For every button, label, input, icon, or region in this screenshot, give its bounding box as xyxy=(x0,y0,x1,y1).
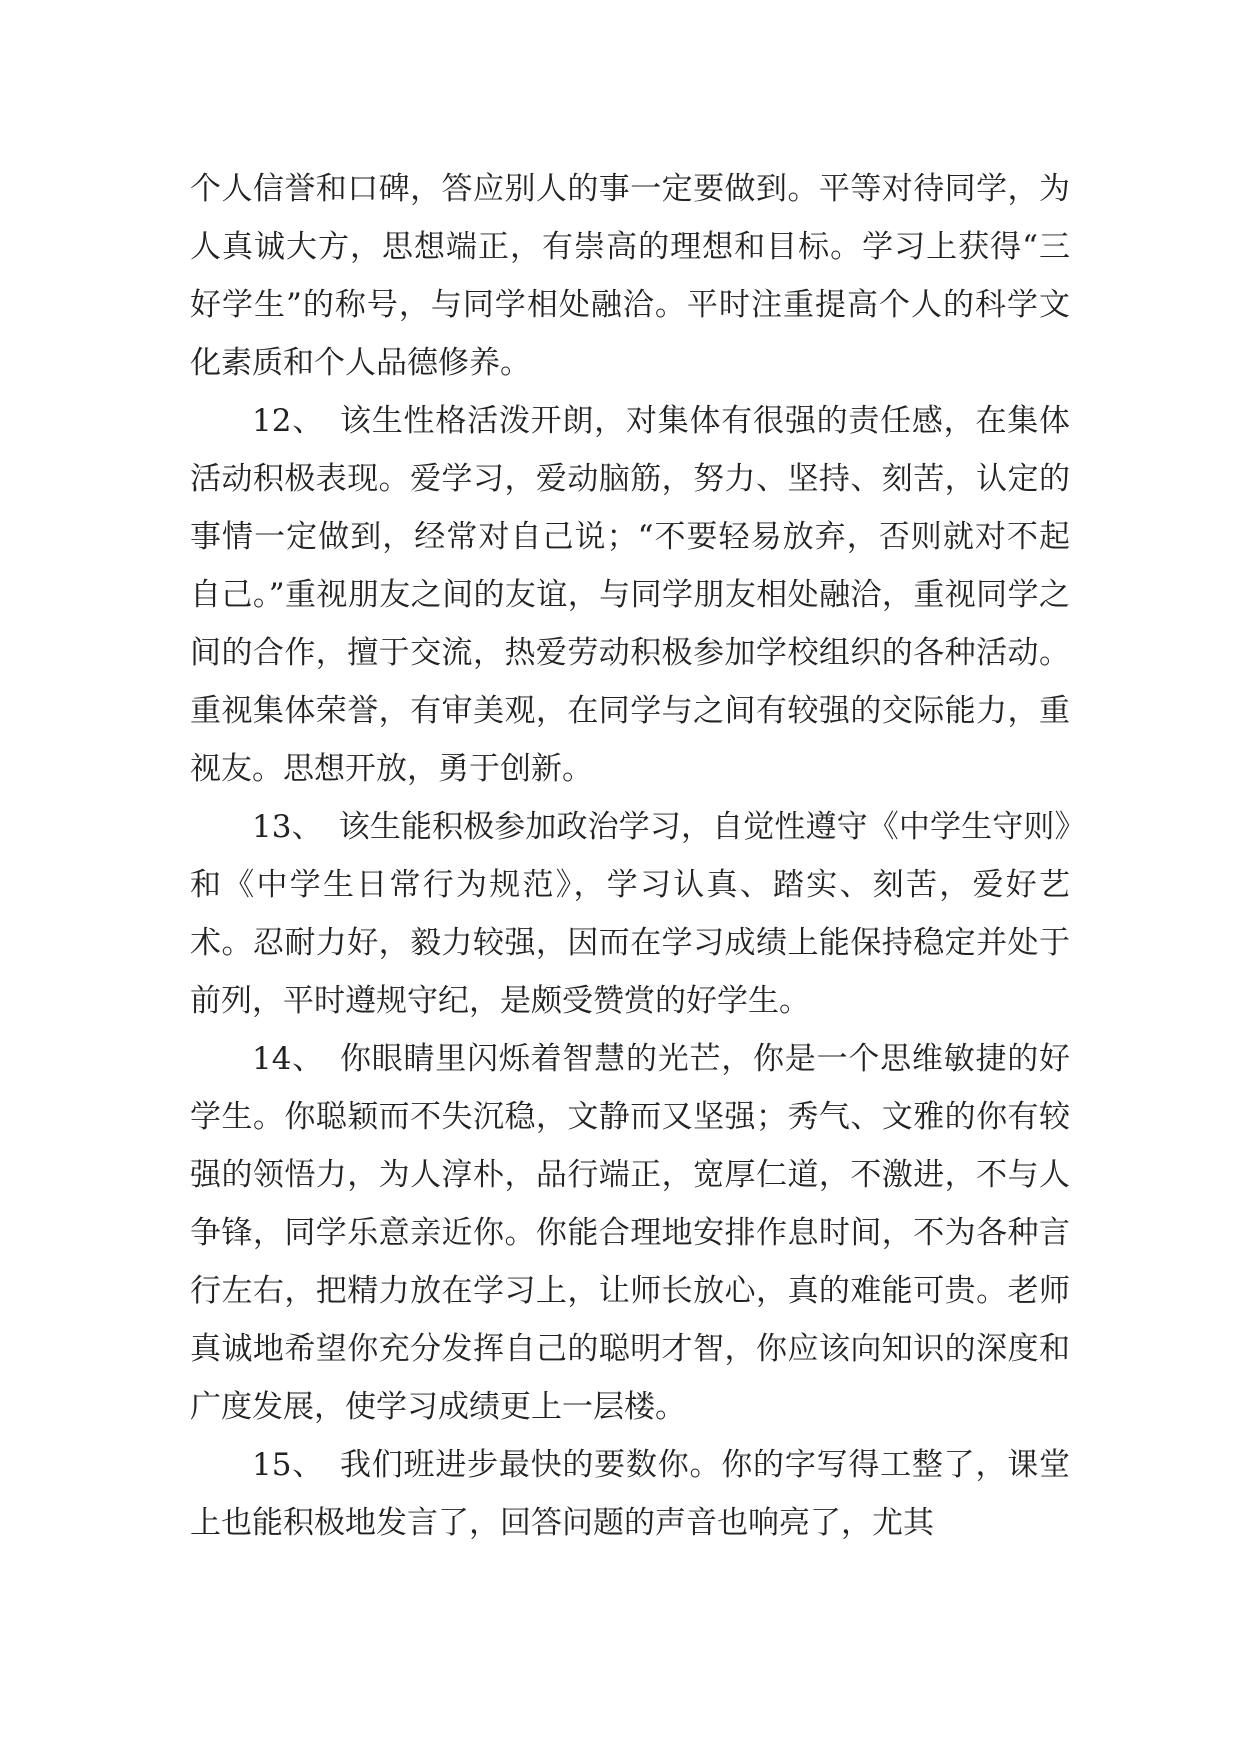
paragraph-15 xyxy=(190,1436,1070,1552)
paragraph-13 xyxy=(190,798,1070,1030)
paragraph-number: 13、 xyxy=(252,809,323,845)
paragraph-text: 我们班进步最快的要数你。你的字写得工整了，课堂上也能积极地发言了，回答问题的声音也响亮了，尤其 xyxy=(190,1447,1070,1541)
paragraph-continued xyxy=(190,160,1070,392)
paragraph-number: 14、 xyxy=(252,1041,324,1077)
paragraph-text: 个人信誉和口碑，答应别人的事一定要做到。平等对待同学，为人真诚大方，思想端正，有崇高的理想和目标。学习上获得“三好学生”的称号，与同学相处融洽。平时注重提高个人的科学文化素质和个人品德修养。 xyxy=(190,171,1070,381)
paragraph-text: 你眼睛里闪烁着智慧的光芒，你是一个思维敏捷的好学生。你聪颖而不失沉稳，文静而又坚强；秀气、文雅的你有较强的领悟力，为人淳朴，品行端正，宽厚仁道，不激进，不与人争锋，同学乐意亲近你。你能合理地安排作息时间，不为各种言行左右，把精力放在学习上，让师长放心，真的难能可贵。老师真诚地希望你充分发挥自己的聪明才智，你应该向知识的深度和广度发展，使学习成绩更上一层楼。 xyxy=(190,1041,1070,1425)
paragraph-number: 15、 xyxy=(252,1447,324,1483)
document-body xyxy=(190,160,1070,1552)
paragraph-number: 12、 xyxy=(252,403,324,439)
paragraph-text: 该生性格活泼开朗，对集体有很强的责任感，在集体活动积极表现。爱学习，爱动脑筋，努力、坚持、刻苦，认定的事情一定做到，经常对自己说；“不要轻易放弃，否则就对不起自己。”重视朋友之间的友谊，与同学朋友相处融洽，重视同学之间的合作，擅于交流，热爱劳动积极参加学校组织的各种活动。重视集体荣誉，有审美观，在同学与之间有较强的交际能力，重视友。思想开放，勇于创新。 xyxy=(190,403,1070,787)
paragraph-text: 该生能积极参加政治学习，自觉性遵守《中学生守则》和《中学生日常行为规范》，学习认真、踏实、刻苦，爱好艺术。忍耐力好，毅力较强，因而在学习成绩上能保持稳定并处于前列，平时遵规守纪，是颇受赞赏的好学生。 xyxy=(190,809,1071,1019)
paragraph-12 xyxy=(190,392,1070,798)
paragraph-14 xyxy=(190,1030,1070,1436)
